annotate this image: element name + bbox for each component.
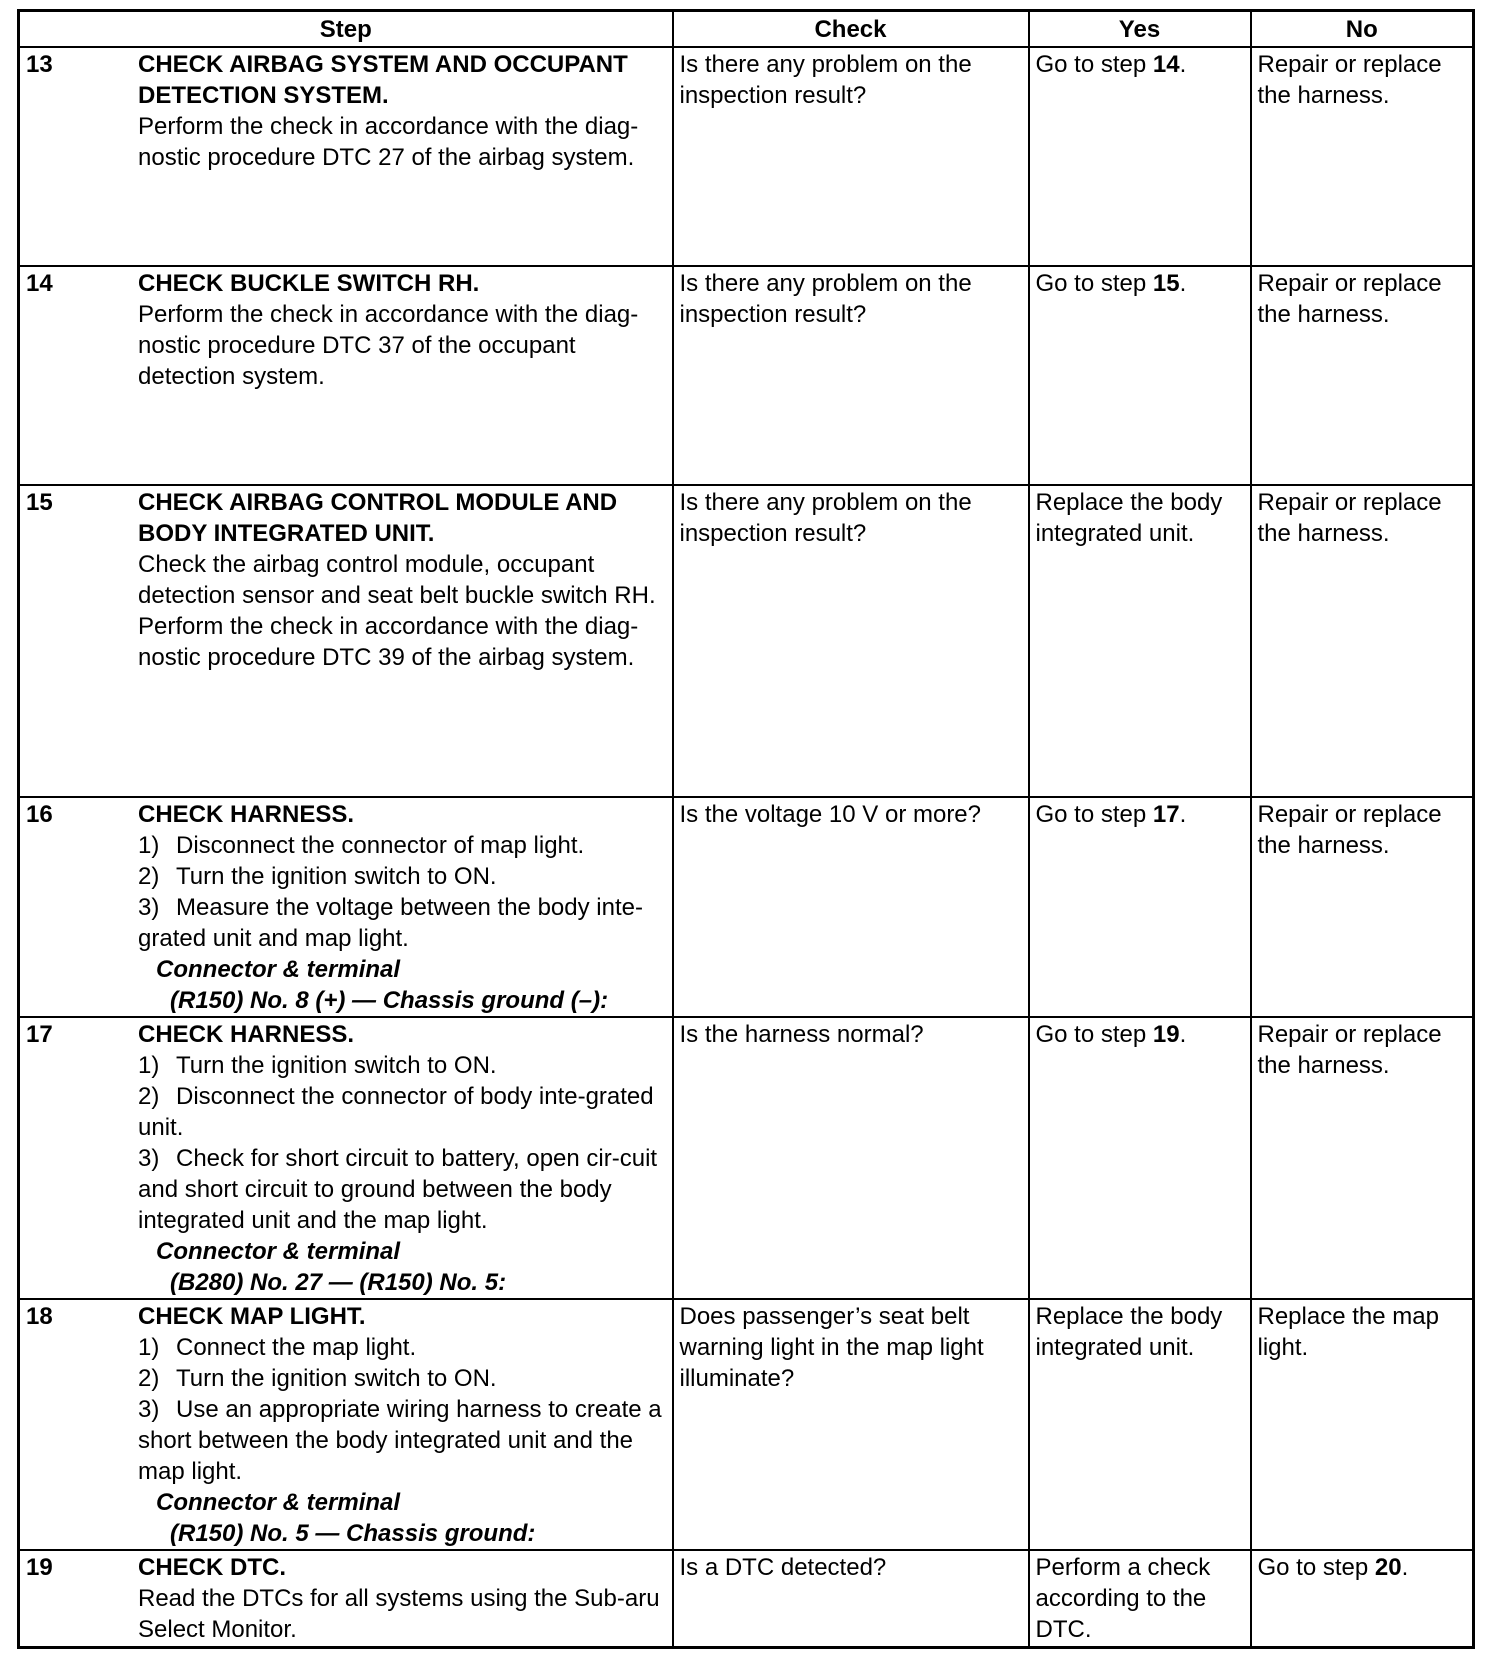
check-cell: Is there any problem on the inspection result? bbox=[673, 485, 1029, 797]
substep-key: 2) bbox=[138, 1083, 160, 1110]
substep bbox=[138, 1143, 666, 1236]
yes-cell: Replace the body integrated unit. bbox=[1029, 485, 1251, 797]
step-title: CHECK DTC. bbox=[138, 1554, 286, 1581]
substep-text: Turn the ignition switch to ON. bbox=[176, 1365, 497, 1392]
yes-step-ref: 15 bbox=[1152, 270, 1180, 297]
substep bbox=[138, 861, 666, 892]
table-row bbox=[19, 797, 1474, 1017]
substep-key: 3) bbox=[138, 894, 160, 921]
table-row bbox=[19, 1299, 1474, 1550]
yes-punct: . bbox=[1179, 270, 1187, 297]
yes-punct: . bbox=[1179, 801, 1187, 828]
connector-label: Connector & terminal bbox=[156, 1238, 401, 1265]
step-number: 19 bbox=[26, 1554, 53, 1581]
step-cell bbox=[19, 1017, 673, 1299]
substep-key: 2) bbox=[138, 863, 160, 890]
substep-key: 1) bbox=[138, 832, 160, 859]
step-text: Perform the check in accordance with the diag-nostic procedure DTC 27 of the airbag system. bbox=[138, 113, 639, 171]
check-cell: Does passenger’s seat belt warning light in the map light illuminate? bbox=[673, 1299, 1029, 1550]
yes-cell: Replace the body integrated unit. bbox=[1029, 1299, 1251, 1550]
step-number: 17 bbox=[26, 1021, 53, 1048]
substep-key: 1) bbox=[138, 1052, 160, 1079]
substep bbox=[138, 892, 666, 954]
substep bbox=[138, 1050, 666, 1081]
header-check: Check bbox=[673, 11, 1029, 48]
check-cell: Is there any problem on the inspection result? bbox=[673, 47, 1029, 266]
substep-key: 3) bbox=[138, 1145, 160, 1172]
check-cell: Is a DTC detected? bbox=[673, 1550, 1029, 1647]
step-text: Check the airbag control module, occupant detection sensor and seat belt buckle switch RH. bbox=[138, 551, 656, 609]
yes-cell bbox=[1029, 1017, 1251, 1299]
step-number: 18 bbox=[26, 1303, 53, 1330]
substep-text: Turn the ignition switch to ON. bbox=[176, 1052, 497, 1079]
table-row bbox=[19, 47, 1474, 266]
substep bbox=[138, 1394, 666, 1487]
yes-cell bbox=[1029, 47, 1251, 266]
yes-cell: Perform a check according to the DTC. bbox=[1029, 1550, 1251, 1647]
connector-value: (R150) No. 8 (+) — Chassis ground (–): bbox=[170, 987, 609, 1014]
substep-text: Disconnect the connector of map light. bbox=[176, 832, 585, 859]
substep-text: Check for short circuit to battery, open cir-cuit and short circuit to ground between the body integrated unit and the map light. bbox=[138, 1145, 658, 1234]
table-row bbox=[19, 485, 1474, 797]
yes-punct: . bbox=[1179, 1021, 1187, 1048]
yes-cell bbox=[1029, 266, 1251, 485]
no-cell bbox=[1251, 1550, 1474, 1647]
no-cell: Repair or replace the harness. bbox=[1251, 266, 1474, 485]
step-text: Perform the check in accordance with the diag-nostic procedure DTC 39 of the airbag system. bbox=[138, 613, 639, 671]
substep-text: Measure the voltage between the body inte-grated unit and map light. bbox=[138, 894, 643, 952]
step-number: 14 bbox=[26, 270, 53, 297]
substep-text: Use an appropriate wiring harness to create a short between the body integrated unit and the map light. bbox=[138, 1396, 662, 1485]
step-text: Perform the check in accordance with the diag-nostic procedure DTC 37 of the occupant detection system. bbox=[138, 301, 639, 390]
step-cell bbox=[19, 1299, 673, 1550]
substep-key: 2) bbox=[138, 1365, 160, 1392]
substep-text: Disconnect the connector of body inte-grated unit. bbox=[138, 1083, 654, 1141]
yes-text: Go to step bbox=[1035, 801, 1153, 828]
no-step-ref: 20 bbox=[1374, 1554, 1402, 1581]
no-punct: . bbox=[1401, 1554, 1409, 1581]
step-title: CHECK HARNESS. bbox=[138, 801, 355, 828]
substep-text: Turn the ignition switch to ON. bbox=[176, 863, 497, 890]
substep bbox=[138, 1332, 666, 1363]
step-cell bbox=[19, 1550, 673, 1647]
yes-punct: . bbox=[1179, 51, 1187, 78]
header-no: No bbox=[1251, 11, 1474, 48]
step-cell bbox=[19, 266, 673, 485]
step-number: 16 bbox=[26, 801, 53, 828]
step-cell bbox=[19, 797, 673, 1017]
yes-text: Go to step bbox=[1035, 1021, 1153, 1048]
step-cell bbox=[19, 47, 673, 266]
table-row bbox=[19, 266, 1474, 485]
no-cell: Repair or replace the harness. bbox=[1251, 485, 1474, 797]
substep bbox=[138, 1081, 666, 1143]
header-yes: Yes bbox=[1029, 11, 1251, 48]
check-cell: Is the harness normal? bbox=[673, 1017, 1029, 1299]
yes-step-ref: 14 bbox=[1152, 51, 1180, 78]
connector-value: (B280) No. 27 — (R150) No. 5: bbox=[170, 1269, 507, 1296]
table-row bbox=[19, 1550, 1474, 1647]
check-cell: Is the voltage 10 V or more? bbox=[673, 797, 1029, 1017]
step-title: CHECK AIRBAG SYSTEM AND OCCUPANT DETECTION SYSTEM. bbox=[138, 51, 628, 109]
header-step: Step bbox=[19, 11, 673, 48]
no-cell: Replace the map light. bbox=[1251, 1299, 1474, 1550]
yes-step-ref: 17 bbox=[1152, 801, 1180, 828]
check-cell: Is there any problem on the inspection result? bbox=[673, 266, 1029, 485]
substep bbox=[138, 830, 666, 861]
no-text: Go to step bbox=[1257, 1554, 1375, 1581]
yes-text: Go to step bbox=[1035, 51, 1153, 78]
step-text: Read the DTCs for all systems using the Sub-aru Select Monitor. bbox=[138, 1585, 660, 1643]
table-row bbox=[19, 1017, 1474, 1299]
no-cell: Repair or replace the harness. bbox=[1251, 1017, 1474, 1299]
substep-key: 1) bbox=[138, 1334, 160, 1361]
substep bbox=[138, 1363, 666, 1394]
no-cell: Repair or replace the harness. bbox=[1251, 797, 1474, 1017]
no-cell: Repair or replace the harness. bbox=[1251, 47, 1474, 266]
connector-value: (R150) No. 5 — Chassis ground: bbox=[170, 1520, 536, 1547]
step-number: 13 bbox=[26, 51, 53, 78]
yes-cell bbox=[1029, 797, 1251, 1017]
header-row bbox=[19, 11, 1474, 48]
step-title: CHECK AIRBAG CONTROL MODULE AND BODY INTEGRATED UNIT. bbox=[138, 489, 618, 547]
step-title: CHECK BUCKLE SWITCH RH. bbox=[138, 270, 480, 297]
connector-label: Connector & terminal bbox=[156, 956, 401, 983]
step-cell bbox=[19, 485, 673, 797]
yes-step-ref: 19 bbox=[1152, 1021, 1180, 1048]
substep-text: Connect the map light. bbox=[176, 1334, 417, 1361]
step-number: 15 bbox=[26, 489, 53, 516]
step-title: CHECK MAP LIGHT. bbox=[138, 1303, 366, 1330]
substep-key: 3) bbox=[138, 1396, 160, 1423]
connector-label: Connector & terminal bbox=[156, 1489, 401, 1516]
yes-text: Go to step bbox=[1035, 270, 1153, 297]
diagnostic-table bbox=[17, 9, 1475, 1649]
step-title: CHECK HARNESS. bbox=[138, 1021, 355, 1048]
